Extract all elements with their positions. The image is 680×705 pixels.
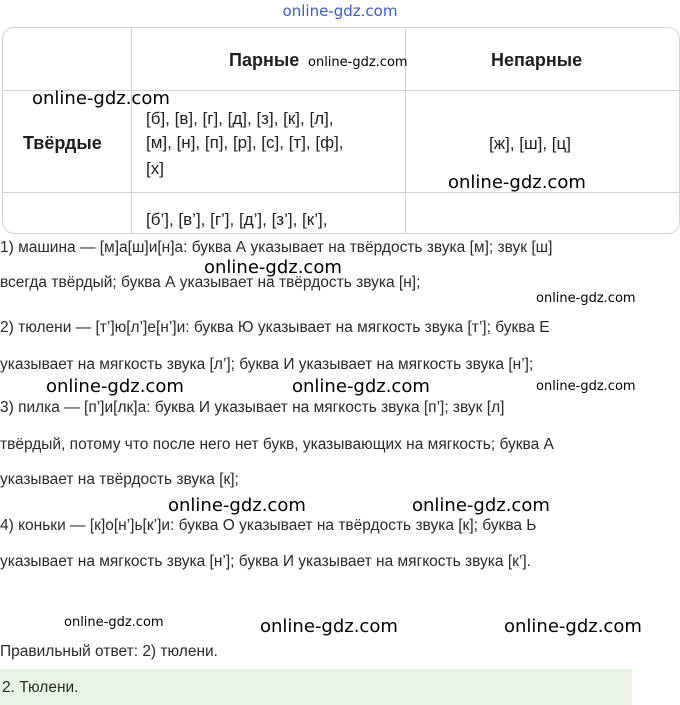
answer-3-line-2: твёрдый, потому что после него нет букв, указывающих на мягкость; буква А <box>0 436 554 453</box>
answer-box <box>0 669 632 705</box>
hard-paired-line: [х] <box>146 159 164 178</box>
watermark: online-gdz.com <box>64 615 164 630</box>
soft-paired-line: [б’], [в’], [г’], [д’], [з’], [к’], <box>146 210 328 229</box>
watermark: online-gdz.com <box>536 379 636 394</box>
watermark: online-gdz.com <box>260 616 398 637</box>
answer-2-line-2: указывает на мягкость звука [л’]; буква И указывает на мягкость звука [н’]; <box>0 356 534 373</box>
answer-1-line-2: всегда твёрдый; буква А указывает на твёрдость звука [н]; <box>0 274 421 291</box>
watermark: online-gdz.com <box>292 376 430 397</box>
watermark: online-gdz.com <box>168 495 306 516</box>
watermark: online-gdz.com <box>412 495 550 516</box>
answer-1-line-1: 1) машина — [м]а[ш]и[н]а: буква А указывает на твёрдость звука [м]; звук [ш] <box>0 239 553 256</box>
answer-2-line-1: 2) тюлени — [т’]ю[л’]е[н’]и: буква Ю указывает на мягкость звука [т’]; буква Е <box>0 319 550 336</box>
answer-4-line-1: 4) коньки — [к]о[н’]ь[к’]и: буква О указывает на твёрдость звука [к]; буква Ь <box>0 517 537 534</box>
answer-3-line-3: указывает на твёрдость звука [к]; <box>0 471 239 488</box>
answer-box-text: 2. Тюлени. <box>2 679 79 696</box>
header-paired: Парные <box>229 50 300 70</box>
hard-paired-line: [б], [в], [г], [д], [з], [к], [л], <box>146 109 334 128</box>
answer-3-line-1: 3) пилка — [п’]и[лк]а: буква И указывает на мягкость звука [п’]; звук [л] <box>0 399 505 416</box>
watermark: online-gdz.com <box>308 55 408 70</box>
watermark: online-gdz.com <box>32 88 170 109</box>
header-unpaired: Непарные <box>491 50 583 70</box>
table-divider <box>131 28 132 233</box>
hard-unpaired: [ж], [ш], [ц] <box>489 134 571 153</box>
watermark: online-gdz.com <box>204 257 342 278</box>
answer-4-line-2: указывает на мягкость звука [н’]; буква И указывает на мягкость звука [к’]. <box>0 553 531 570</box>
watermark: online-gdz.com <box>448 172 586 193</box>
watermark: online-gdz.com <box>536 291 636 306</box>
top-watermark: online-gdz.com <box>282 2 398 20</box>
correct-answer: Правильный ответ: 2) тюлени. <box>0 643 218 660</box>
watermark: online-gdz.com <box>46 376 184 397</box>
watermark: online-gdz.com <box>504 616 642 637</box>
row-label-hard: Твёрдые <box>23 133 102 153</box>
hard-paired-line: [м], [н], [п], [р], [с], [т], [ф], <box>146 133 344 152</box>
